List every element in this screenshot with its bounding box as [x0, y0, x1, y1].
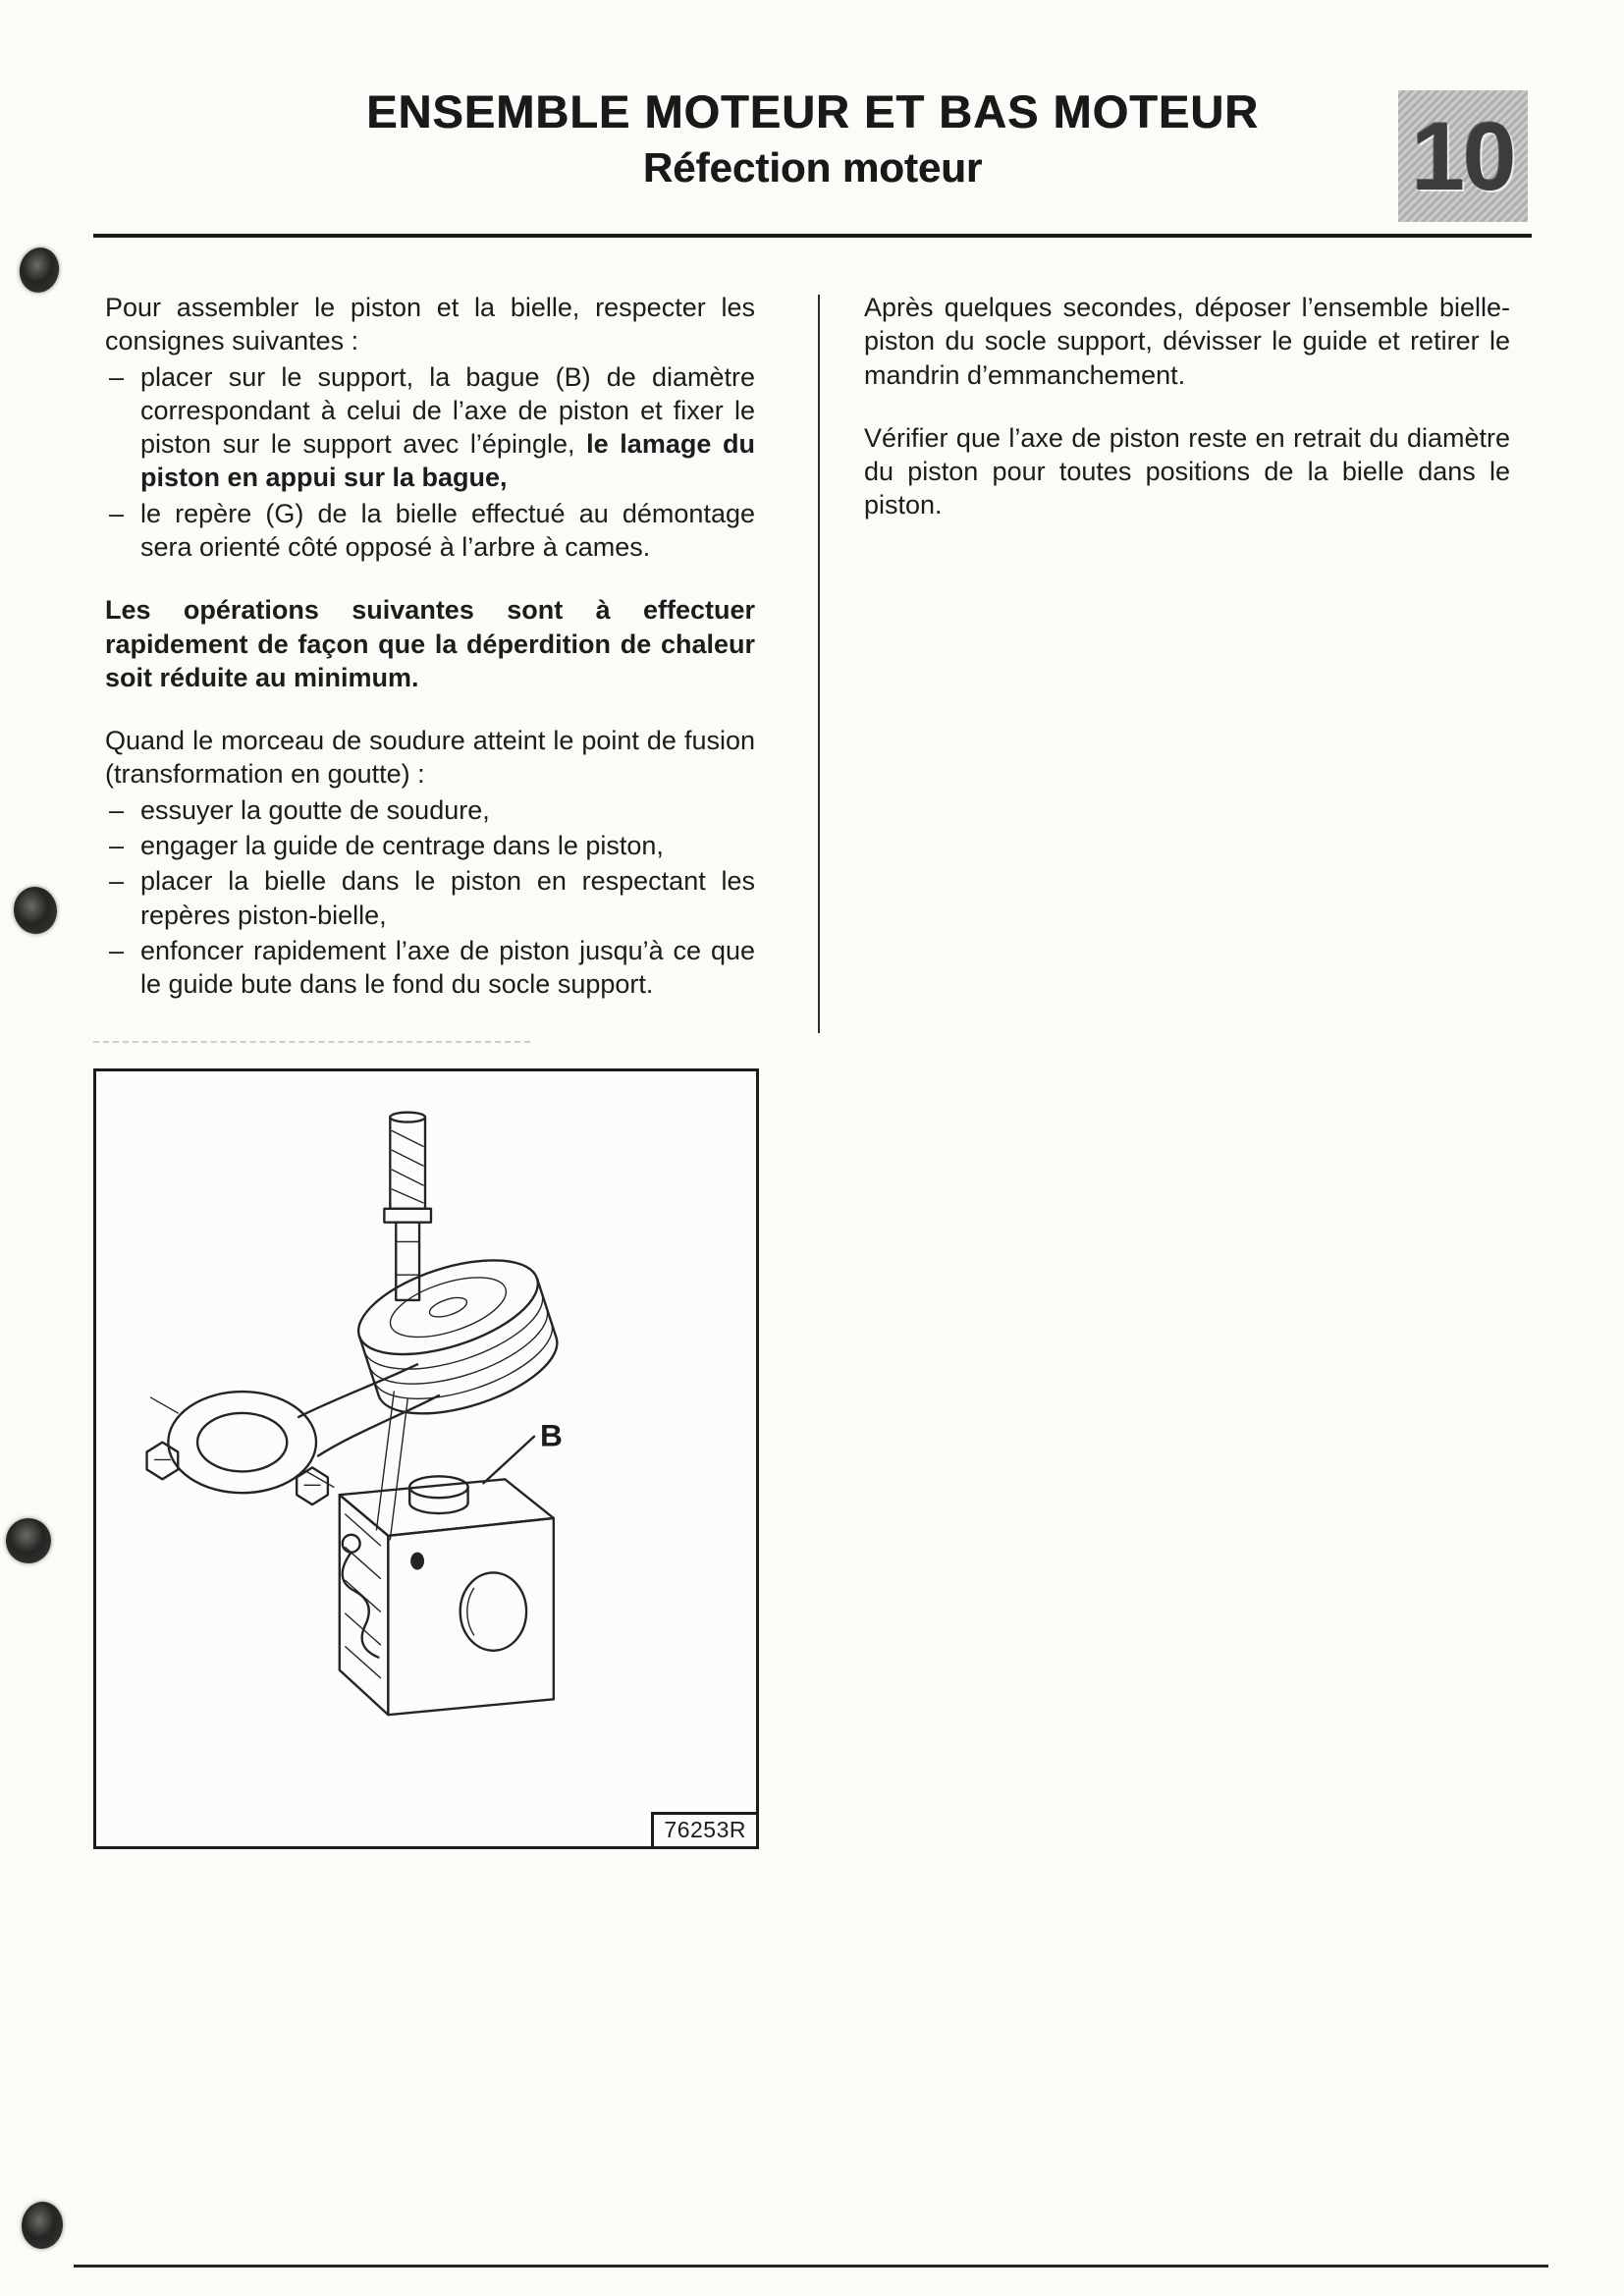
list-item-text: engager la guide de centrage dans le piston, [140, 830, 664, 860]
intro-paragraph: Pour assembler le piston et la bielle, respecter les consignes suivantes : [105, 293, 755, 356]
bague [409, 1476, 467, 1513]
list-item-text: placer la bielle dans le piston en respectant les repères piston-bielle, [140, 866, 755, 930]
soudure-steps-list [105, 793, 755, 1002]
label-b-leader [483, 1437, 534, 1484]
list-item [105, 934, 755, 1002]
dash-bullet: – [109, 830, 125, 860]
list-item [105, 497, 755, 565]
list-item [105, 829, 755, 862]
page-title: ENSEMBLE MOTEUR ET BAS MOTEUR [366, 85, 1259, 137]
list-item-text: le repère (G) de la bielle effectué au démontage sera orienté côté opposé à l’arbre à cames. [140, 498, 755, 562]
dash-bullet: – [109, 361, 125, 392]
list-item-text-bold: le lamage du piston en appui sur la bague, [140, 429, 755, 493]
piston [348, 1241, 568, 1433]
left-column [105, 291, 755, 1030]
dash-bullet: – [109, 866, 125, 897]
hole-punch-mark [20, 2200, 65, 2250]
column-divider [818, 295, 820, 1033]
assembly-list [105, 360, 755, 565]
page-subtitle: Réfection moteur [642, 144, 983, 191]
list-item [105, 864, 755, 932]
connecting-rod [147, 1364, 439, 1504]
warning-paragraph: Les opérations suivantes sont à effectuer rapidement de façon que la déperdition de chaleur soit réduite au minimum. [105, 595, 755, 692]
scan-artifact-line [93, 1041, 530, 1043]
hole-punch-mark [16, 244, 64, 296]
list-item [105, 360, 755, 495]
figure-label-b: B [539, 1417, 563, 1453]
dash-bullet: – [109, 794, 125, 825]
hole-punch-mark [11, 884, 60, 937]
bottom-rule [74, 2265, 1548, 2268]
figure-reference: 76253R [651, 1812, 759, 1849]
list-item [105, 793, 755, 827]
depose-paragraph: Après quelques secondes, déposer l’ensemble bielle-piston du socle support, dévisser le guide et retirer le mandrin d’emmanchement. [864, 293, 1510, 390]
section-number-badge: 10 [1398, 90, 1528, 222]
hole-punch-mark [0, 1512, 57, 1570]
list-item-text: essuyer la goutte de soudure, [140, 794, 490, 825]
dash-bullet: – [109, 498, 125, 528]
header-rule [93, 234, 1532, 238]
page-header [93, 84, 1532, 191]
list-item-text: enfoncer rapidement l’axe de piston jusqu’à ce que le guide bute dans le fond du socle support. [140, 935, 755, 1000]
soudure-paragraph: Quand le morceau de soudure atteint le point de fusion (transformation en goutte) : [105, 726, 755, 790]
list-item-text: placer sur le support, la bague (B) de diamètre correspondant à celui de l’axe de piston et fixer le piston sur le support avec l’épingle, [140, 361, 755, 460]
socle-support [340, 1479, 554, 1715]
right-column [864, 291, 1510, 552]
verifier-paragraph: Vérifier que l’axe de piston reste en retrait du diamètre du piston pour toutes positions de la bielle dans le piston. [864, 422, 1510, 520]
figure-frame [93, 1068, 759, 1849]
mandrin-shaft [384, 1113, 431, 1300]
dash-bullet: – [109, 935, 125, 965]
figure-illustration [96, 1071, 756, 1846]
